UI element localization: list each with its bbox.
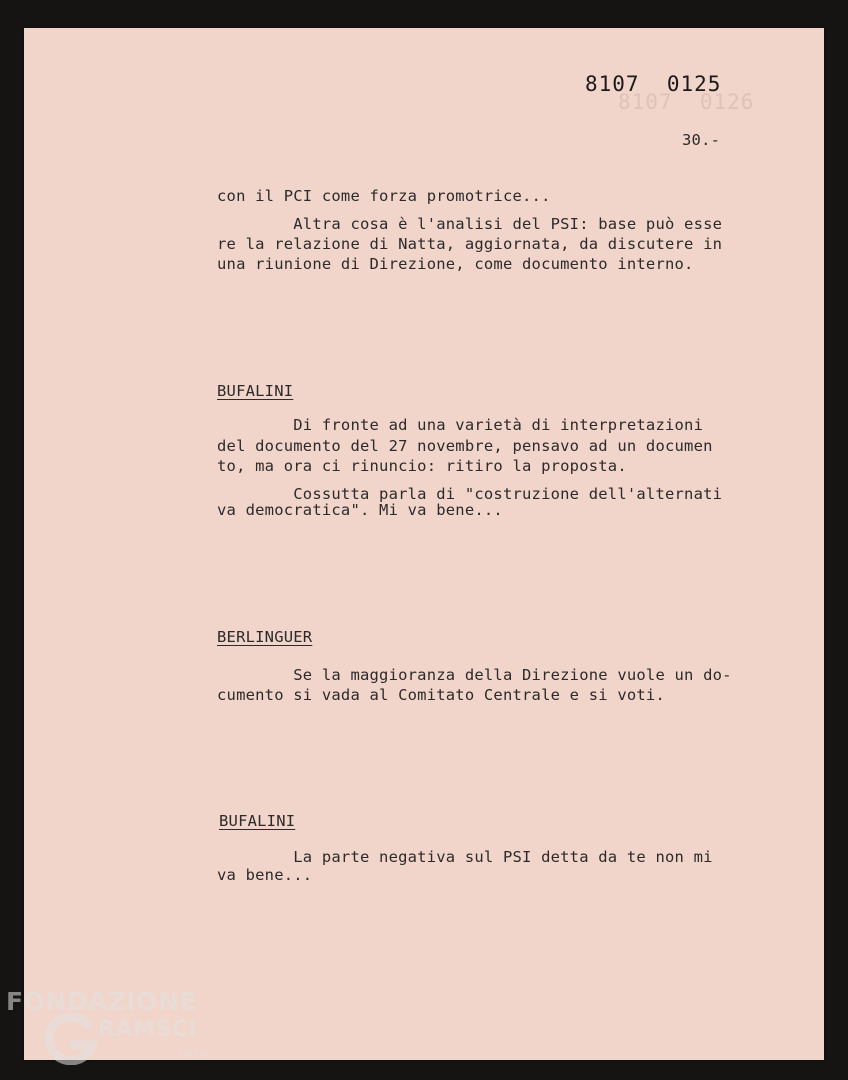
speaker-heading: BUFALINI: [219, 812, 296, 830]
logo-text: FONDAZIONE: [6, 987, 198, 1016]
text-line: Cossutta parla di "costruzione dell'alternati: [217, 485, 723, 503]
text-line: Altra cosa è l'analisi del PSI: base può esse: [217, 215, 723, 233]
speaker-heading: BERLINGUER: [217, 628, 313, 646]
text-line: La parte negativa sul PSI detta da te non mi: [217, 848, 713, 866]
document-page: [24, 28, 824, 1060]
speaker-heading: BUFALINI: [217, 382, 294, 400]
logo-text: onlus: [179, 1047, 209, 1060]
foundation-logo: [6, 987, 226, 1067]
archive-number: 8107 0125: [585, 72, 722, 96]
text-line: del documento del 27 novembre, pensavo ad un documen: [217, 437, 713, 455]
text-line: va democratica". Mi va bene...: [217, 501, 503, 519]
text-line: re la relazione di Natta, aggiornata, da discutere in: [217, 235, 723, 253]
text-line: va bene...: [217, 866, 313, 884]
text-line: to, ma ora ci rinuncio: ritiro la proposta.: [217, 457, 627, 475]
text-line: una riunione di Direzione, come documento interno.: [217, 255, 694, 273]
page-number: 30.-: [682, 131, 721, 149]
text-line: Di fronte ad una varietà di interpretazioni: [217, 416, 704, 434]
logo-g-icon: [40, 1013, 100, 1065]
text-line: Se la maggioranza della Direzione vuole un do-: [217, 666, 732, 684]
bleed-through-archive-number: 8107 0126: [618, 90, 755, 114]
text-line: con il PCI come forza promotrice...: [217, 187, 551, 205]
text-line: cumento si vada al Comitato Centrale e si voti.: [217, 686, 665, 704]
logo-text: RAMSCI: [98, 1017, 198, 1042]
